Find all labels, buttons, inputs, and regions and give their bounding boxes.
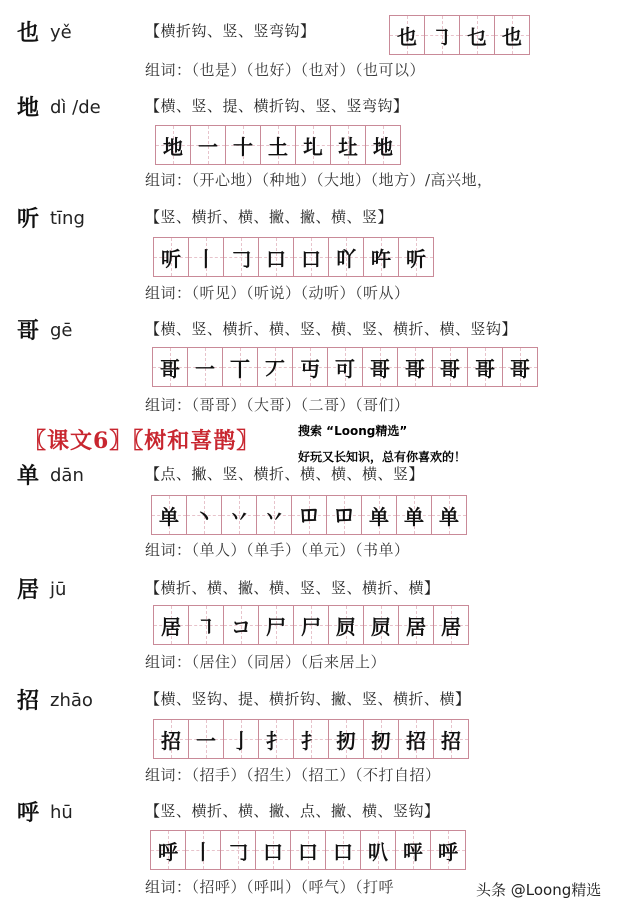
stroke-cell: 𫩏 bbox=[327, 496, 362, 534]
pinyin: dì /de bbox=[50, 97, 101, 118]
stroke-cell: 口 bbox=[294, 238, 329, 276]
stroke-order-text: 【竖、横折、横、撇、点、撇、横、竖钩】 bbox=[145, 802, 440, 820]
stroke-order-text: 【横、竖、横折、横、竖、横、竖、横折、横、竖钩】 bbox=[145, 320, 518, 338]
stroke-cell: 哥 bbox=[468, 348, 503, 386]
stroke-cell: 可 bbox=[328, 348, 363, 386]
stroke-cell: 招 bbox=[154, 720, 189, 758]
stroke-cell: 单 bbox=[397, 496, 432, 534]
stroke-order-text: 【横、竖钩、提、横折钩、撇、竖、横折、横】 bbox=[145, 690, 471, 708]
word-examples: 组词：（招呼）（呼叫）（呼气）（打呼 bbox=[145, 878, 395, 896]
stroke-cell: 丅 bbox=[223, 348, 258, 386]
stroke-cell: 一 bbox=[191, 126, 226, 164]
word-examples: 组词：（听见）（听说）（动听）（听从） bbox=[145, 284, 410, 302]
stroke-cell: 圵 bbox=[331, 126, 366, 164]
stroke-grid bbox=[153, 237, 434, 277]
stroke-cell: 口 bbox=[259, 238, 294, 276]
pinyin: gē bbox=[50, 320, 73, 341]
stroke-cell: 丏 bbox=[293, 348, 328, 386]
word-examples: 组词：（单人）（单手）（单元）（书单） bbox=[145, 541, 410, 559]
stroke-cell: 丨 bbox=[186, 831, 221, 869]
word-examples: 组词：（哥哥）（大哥）（二哥）（哥们） bbox=[145, 396, 410, 414]
stroke-cell: 哥 bbox=[503, 348, 537, 386]
stroke-grid bbox=[155, 125, 401, 165]
stroke-cell: ㇕ bbox=[189, 606, 224, 644]
stroke-order-text: 【横折、横、撇、横、竖、竖、横折、横】 bbox=[145, 579, 440, 597]
stroke-cell: 听 bbox=[399, 238, 433, 276]
stroke-cell: 呼 bbox=[431, 831, 465, 869]
stroke-grid bbox=[153, 719, 469, 759]
stroke-cell: 地 bbox=[366, 126, 400, 164]
stroke-cell: 𠃌 bbox=[224, 238, 259, 276]
promo-tagline: 好玩又长知识，总有你喜欢的！ bbox=[298, 450, 467, 464]
stroke-cell: 单 bbox=[432, 496, 466, 534]
stroke-cell: 尸 bbox=[294, 606, 329, 644]
pinyin: jū bbox=[50, 579, 67, 600]
stroke-cell: 丷 bbox=[222, 496, 257, 534]
stroke-cell: 口 bbox=[291, 831, 326, 869]
stroke-grid bbox=[389, 15, 530, 55]
stroke-cell: 也 bbox=[495, 16, 529, 54]
watermark: 头条 @Loong精选 bbox=[476, 881, 602, 899]
stroke-cell: 吖 bbox=[329, 238, 364, 276]
lesson-heading: 〖课文6〗〖树和喜鹊〗 bbox=[24, 428, 260, 454]
stroke-cell: 口 bbox=[256, 831, 291, 869]
stroke-cell: 也 bbox=[390, 16, 425, 54]
word-examples: 组词：（也是）（也好）（也对）（也可以） bbox=[145, 61, 426, 79]
stroke-cell: 居 bbox=[399, 606, 434, 644]
stroke-cell: 一 bbox=[189, 720, 224, 758]
stroke-order-text: 【横折钩、竖、竖弯钩】 bbox=[145, 22, 316, 40]
stroke-cell: 亅 bbox=[224, 720, 259, 758]
stroke-cell: 哥 bbox=[153, 348, 188, 386]
stroke-cell: 单 bbox=[362, 496, 397, 534]
stroke-cell: 丶 bbox=[187, 496, 222, 534]
head-character: 招 bbox=[17, 688, 40, 714]
stroke-cell: 哥 bbox=[363, 348, 398, 386]
stroke-cell: 乜 bbox=[460, 16, 495, 54]
stroke-cell: 吘 bbox=[364, 238, 399, 276]
stroke-cell: 扌 bbox=[259, 720, 294, 758]
word-examples: 组词：（开心地）（种地）（大地）（地方）/高兴地， bbox=[145, 171, 493, 189]
stroke-cell: 扨 bbox=[364, 720, 399, 758]
stroke-cell: 屃 bbox=[364, 606, 399, 644]
stroke-cell: 居 bbox=[434, 606, 468, 644]
stroke-cell: 𠃌 bbox=[221, 831, 256, 869]
stroke-cell: ㇆ bbox=[425, 16, 460, 54]
head-character: 也 bbox=[17, 20, 40, 46]
head-character: 哥 bbox=[17, 318, 40, 344]
stroke-grid bbox=[151, 495, 467, 535]
stroke-cell: 扨 bbox=[329, 720, 364, 758]
stroke-cell: 扌 bbox=[294, 720, 329, 758]
stroke-grid bbox=[152, 347, 538, 387]
stroke-cell: 居 bbox=[154, 606, 189, 644]
stroke-cell: 口 bbox=[326, 831, 361, 869]
stroke-cell: 𫩏 bbox=[292, 496, 327, 534]
head-character: 居 bbox=[17, 577, 40, 603]
stroke-cell: 呯 bbox=[396, 831, 431, 869]
head-character: 单 bbox=[17, 463, 40, 489]
stroke-cell: 尸 bbox=[259, 606, 294, 644]
stroke-cell: 屃 bbox=[329, 606, 364, 644]
pinyin: zhāo bbox=[50, 690, 93, 711]
stroke-cell: 一 bbox=[188, 348, 223, 386]
stroke-grid bbox=[153, 605, 469, 645]
stroke-grid bbox=[150, 830, 466, 870]
stroke-cell: 招 bbox=[434, 720, 468, 758]
stroke-order-text: 【竖、横折、横、撇、撇、横、竖】 bbox=[145, 208, 394, 226]
stroke-cell: 圠 bbox=[296, 126, 331, 164]
stroke-cell: 土 bbox=[261, 126, 296, 164]
stroke-cell: 听 bbox=[154, 238, 189, 276]
word-examples: 组词：（居住）（同居）（后来居上） bbox=[145, 653, 387, 671]
stroke-order-text: 【点、撇、竖、横折、横、横、横、竖】 bbox=[145, 465, 425, 483]
stroke-cell: 招 bbox=[399, 720, 434, 758]
stroke-cell: 丨 bbox=[189, 238, 224, 276]
word-examples: 组词：（招手）（招生）（招工）（不打自招） bbox=[145, 766, 441, 784]
stroke-cell: 哥 bbox=[433, 348, 468, 386]
stroke-cell: 十 bbox=[226, 126, 261, 164]
pinyin: yě bbox=[50, 22, 72, 43]
stroke-cell: 丷 bbox=[257, 496, 292, 534]
pinyin: hū bbox=[50, 802, 73, 823]
stroke-order-text: 【横、竖、提、横折钩、竖、竖弯钩】 bbox=[145, 97, 409, 115]
stroke-cell: コ bbox=[224, 606, 259, 644]
stroke-cell: 单 bbox=[152, 496, 187, 534]
stroke-cell: 呼 bbox=[151, 831, 186, 869]
head-character: 听 bbox=[17, 206, 40, 232]
head-character: 呼 bbox=[17, 800, 40, 826]
promo-search-text: 搜索 “Loong精选” bbox=[298, 424, 408, 438]
stroke-cell: 丆 bbox=[258, 348, 293, 386]
pinyin: dān bbox=[50, 465, 84, 486]
stroke-cell: 哥 bbox=[398, 348, 433, 386]
head-character: 地 bbox=[17, 95, 40, 121]
stroke-cell: 叭 bbox=[361, 831, 396, 869]
stroke-cell: 地 bbox=[156, 126, 191, 164]
pinyin: tīng bbox=[50, 208, 85, 229]
